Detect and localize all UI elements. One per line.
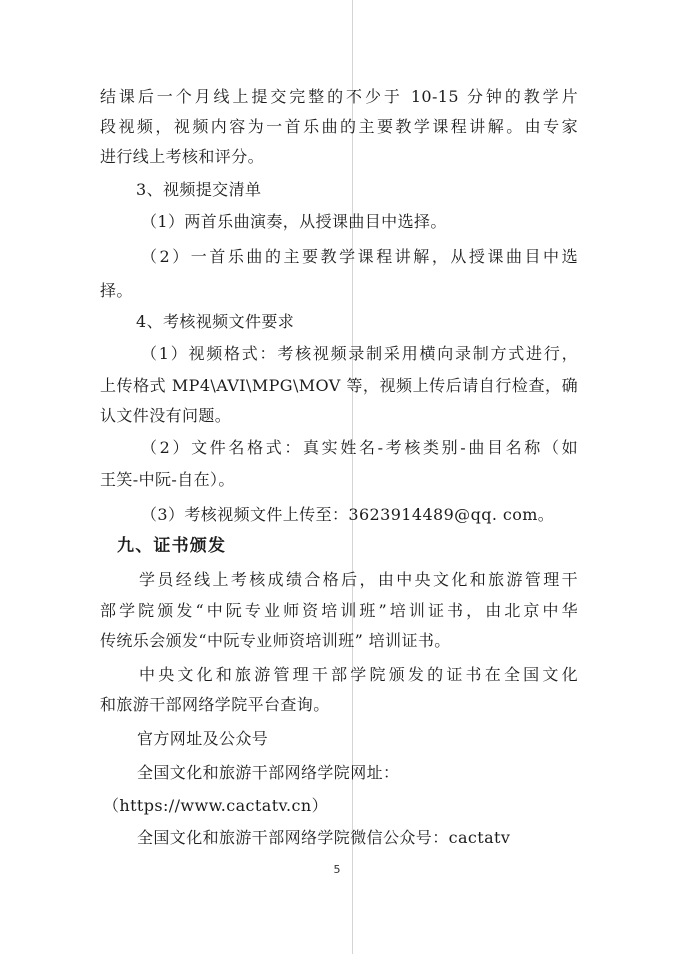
paragraph-line: 中央文化和旅游管理干部学院颁发的证书在全国文化 (139, 665, 578, 684)
list-item-1: （1）视频格式：考核视频录制采用横向录制方式进行， (141, 344, 578, 363)
paragraph-line: 结课后一个月线上提交完整的不少于 10-15 分钟的教学片 (100, 87, 578, 106)
section-heading-3: 3、视频提交清单 (136, 180, 262, 199)
website-url: （https://www.cactatv.cn） (103, 796, 329, 815)
list-item-3: （3）考核视频文件上传至：3623914489@qq. com。 (141, 505, 555, 524)
page-number: 5 (333, 863, 341, 876)
paragraph-line: 和旅游干部网络学院平台查询。 (100, 695, 330, 714)
paragraph-line: 认文件没有问题。 (100, 406, 232, 425)
paragraph-line: 段视频，视频内容为一首乐曲的主要教学课程讲解。由专家 (100, 117, 578, 136)
list-item-2: （2）一首乐曲的主要教学课程讲解，从授课曲目中选 (141, 247, 578, 266)
paragraph-line: 上传格式 MP4\AVI\MPG\MOV 等，视频上传后请自行检查，确 (100, 376, 578, 395)
paragraph-line: 进行线上考核和评分。 (100, 147, 265, 166)
list-item-1: （1）两首乐曲演奏，从授课曲目中选择。 (141, 212, 447, 231)
paragraph-line: 王笑-中阮-自在）。 (100, 470, 235, 489)
paragraph-line: 全国文化和旅游干部网络学院微信公众号：cactatv (137, 828, 511, 847)
section-heading-4: 4、考核视频文件要求 (136, 312, 295, 331)
paragraph-line: 择。 (100, 281, 133, 300)
list-item-2: （2）文件名格式：真实姓名-考核类别-曲目名称（如 (141, 438, 578, 457)
paragraph-line: 部学院颁发“中阮专业师资培训班”培训证书，由北京中华 (100, 601, 578, 620)
section-heading-9: 九、证书颁发 (117, 536, 227, 556)
paragraph-line: 官方网址及公众号 (137, 729, 269, 748)
paragraph-line: 全国文化和旅游干部网络学院网址： (137, 763, 400, 782)
paragraph-line: 学员经线上考核成绩合格后，由中央文化和旅游管理干 (139, 570, 578, 589)
paragraph-line: 传统乐会颁发“中阮专业师资培训班” 培训证书。 (100, 631, 451, 650)
